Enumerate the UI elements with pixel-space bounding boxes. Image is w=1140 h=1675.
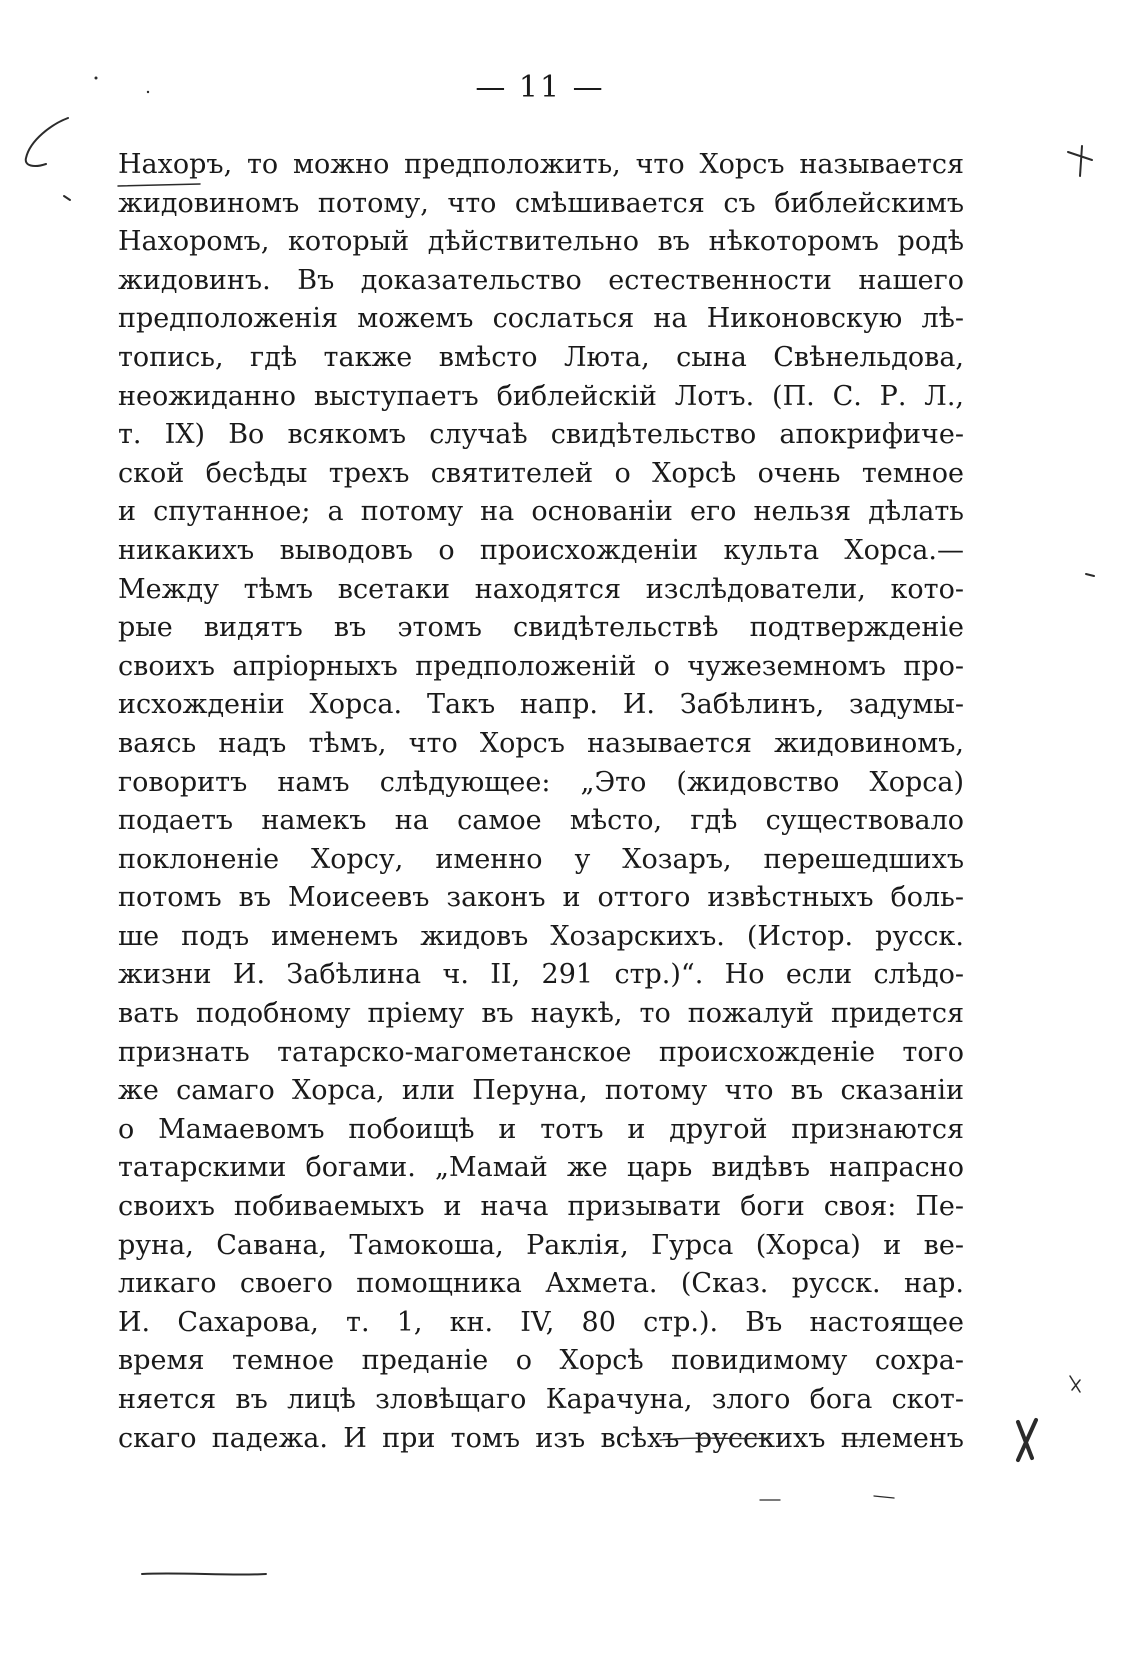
text-line: Нахоромъ, который дѣйствительно въ нѣкоторомъ родѣ	[118, 226, 964, 258]
text-line: Нахоръ, то можно предположить, что Хорсъ называется	[118, 149, 964, 180]
pencil-tick-mark	[64, 196, 70, 200]
text-line: поклоненіе Хорсу, именно у Хозаръ, перешедшихъ	[118, 843, 964, 875]
pencil-bottom-scribble	[760, 1496, 894, 1500]
text-line: время темное преданіе о Хорсѣ повидимому сохра-	[118, 1345, 964, 1377]
text-line: же самаго Хорса, или Перуна, потому что въ сказаніи	[118, 1075, 964, 1107]
text-line: И. Сахарова, т. 1, кн. IV, 80 стр.). Въ настоящее	[118, 1306, 964, 1338]
text-line: татарскими богами. „Мамай же царь видѣвъ напрасно	[118, 1152, 964, 1184]
text-line: ше подъ именемъ жидовъ Хозарскихъ. (Истор. русск.	[118, 920, 964, 952]
text-line: руна, Савана, Тамокоша, Раклія, Гурса (Хорса) и ве-	[118, 1229, 964, 1261]
text-line: говоритъ намъ слѣдующее: „Это (жидовство Хорса)	[118, 766, 964, 798]
text-line: рые видятъ въ этомъ свидѣтельствѣ подтвержденіе	[118, 612, 964, 644]
text-line: признать татарско-магометанское происхожденіе того	[118, 1036, 964, 1068]
text-line: скаго падежа. И при томъ изъ всѣхъ русскихъ племенъ	[118, 1422, 964, 1454]
text-line: жизни И. Забѣлина ч. II, 291 стр.)“. Но если слѣдо-	[118, 959, 964, 991]
text-line: Между тѣмъ всетаки находятся изслѣдователи, кото-	[118, 573, 964, 605]
text-line: своихъ побиваемыхъ и нача призывати боги своя: Пе-	[118, 1191, 964, 1223]
text-line: подаетъ намекъ на самое мѣсто, гдѣ существовало	[118, 805, 964, 837]
text-line: и спутанное; а потому на основаніи его нельзя дѣлать	[118, 496, 964, 528]
body-text	[118, 146, 964, 1458]
text-line: потомъ въ Моисеевъ законъ и оттого извѣстныхъ боль-	[118, 882, 964, 914]
text-line: ликаго своего помощника Ахмета. (Сказ. русск. нар.	[118, 1268, 964, 1300]
text-line: жидовиномъ потому, что смѣшивается съ библейскимъ	[118, 187, 964, 219]
text-line: ской бесѣды трехъ святителей о Хорсѣ очень темное	[118, 457, 964, 489]
text-line: жидовинъ. Въ доказательство естественности нашего	[118, 264, 964, 296]
text-line: никакихъ выводовъ о происхожденіи культа Хорса.—	[118, 534, 964, 566]
text-line: о Мамаевомъ побоищѣ и тотъ и другой признаются	[118, 1113, 964, 1145]
page-number: — 11 —	[475, 70, 605, 105]
text-line: топись, гдѣ также вмѣсто Люта, сына Свѣнельдова,	[118, 341, 964, 373]
text-line: ваясь надъ тѣмъ, что Хорсъ называется жидовиномъ,	[118, 727, 964, 759]
pencil-cross-mark	[1068, 146, 1092, 176]
pencil-bold-x-mark	[1018, 1420, 1036, 1460]
text-line: исхожденіи Хорса. Такъ напр. И. Забѣлинъ, задумы-	[118, 689, 964, 721]
pencil-small-x-mark	[1070, 1376, 1080, 1392]
text-line: неожиданно выступаетъ библейскій Лотъ. (П. С. Р. Л.,	[118, 380, 964, 412]
pencil-curve-mark	[26, 118, 68, 166]
text-line: предположенія можемъ сослаться на Никоновскую лѣ-	[118, 303, 964, 335]
text-line: т. IX) Во всякомъ случаѣ свидѣтельство апокрифиче-	[118, 419, 964, 451]
pencil-bottom-line	[142, 1573, 266, 1574]
text-line: няется въ лицѣ зловѣщаго Карачуна, злого бога скот-	[118, 1384, 964, 1415]
text-line: своихъ апріорныхъ предположеній о чужеземномъ про-	[118, 650, 964, 682]
pencil-dash-mark	[1086, 574, 1094, 576]
text-line: вать подобному пріему въ наукѣ, то пожалуй придется	[118, 998, 964, 1030]
